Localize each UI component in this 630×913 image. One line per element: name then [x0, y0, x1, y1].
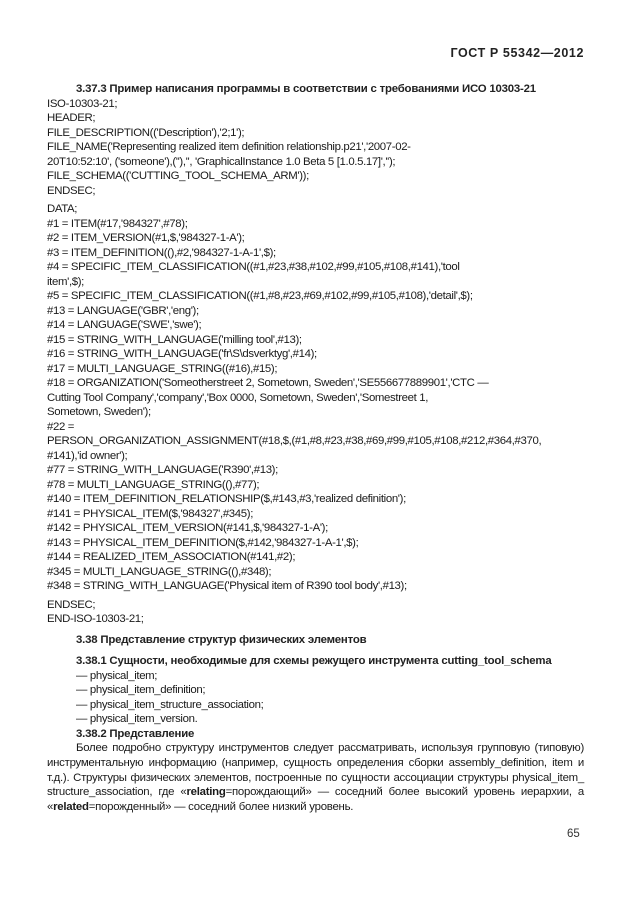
section-heading-3-38-2: 3.38.2 Представление: [76, 727, 195, 740]
section-heading-3-38: 3.38 Представление структур физических элементов: [76, 633, 367, 646]
term-relating: relating: [186, 786, 226, 799]
page-number: 65: [567, 828, 580, 840]
code-line: #17 = MULTI_LANGUAGE_STRING((#16),#15);: [47, 362, 278, 375]
code-line: #15 = STRING_WITH_LANGUAGE('milling tool',#13);: [47, 333, 302, 346]
code-line: HEADER;: [47, 112, 96, 124]
paragraph-text: =порожденный» — соседний более низкий уровень.: [88, 801, 354, 814]
code-line: PERSON_ORGANIZATION_ASSIGNMENT(#18,$,(#1,#8,#23,#38,#69,#99,#105,#108,#212,#364,#370,: [47, 435, 542, 447]
entity-list: [47, 669, 584, 727]
code-line: #4 = SPECIFIC_ITEM_CLASSIFICATION((#1,#23,#38,#102,#99,#105,#108,#141),'tool: [47, 261, 460, 273]
code-line: ENDSEC;: [47, 184, 96, 197]
representation-paragraph: [47, 741, 584, 815]
header-code-block: [47, 97, 584, 199]
code-line: #78 = MULTI_LANGUAGE_STRING((),#77);: [47, 478, 260, 491]
page-body: [47, 82, 584, 815]
list-item: — physical_item_definition;: [76, 684, 206, 696]
code-line: FILE_SCHEMA(('CUTTING_TOOL_SCHEMA_ARM'));: [47, 170, 309, 182]
data-code-block: [47, 202, 584, 594]
code-line: #5 = SPECIFIC_ITEM_CLASSIFICATION((#1,#8,#23,#69,#102,#99,#105,#108),'detail',$);: [47, 290, 473, 302]
code-line: #143 = PHYSICAL_ITEM_DEFINITION($,#142,'984327-1-A-1',$);: [47, 536, 359, 549]
code-line: #2 = ITEM_VERSION(#1,$,'984327-1-A');: [47, 232, 245, 244]
code-line: ISO-10303-21;: [47, 97, 118, 110]
code-line: END-ISO-10303-21;: [47, 613, 144, 625]
code-line: #77 = STRING_WITH_LANGUAGE('R390',#13);: [47, 464, 278, 476]
list-item: — physical_item;: [76, 669, 158, 682]
end-code-block: [47, 598, 584, 627]
code-line: #348 = STRING_WITH_LANGUAGE('Physical item of R390 tool body',#13);: [47, 580, 407, 592]
code-line: #141),'id owner');: [47, 449, 128, 462]
list-item: — physical_item_structure_association;: [76, 698, 264, 711]
code-line: #13 = LANGUAGE('GBR','eng');: [47, 304, 199, 317]
document-standard-header: ГОСТ Р 55342—2012: [450, 46, 584, 60]
code-line: #140 = ITEM_DEFINITION_RELATIONSHIP($,#143,#3,'realized definition');: [47, 493, 406, 505]
paragraph-text: Более подробно структуру инструментов следует рассматривать, используя групповую (типовую) инструментальную информацию (например, сущность определения сборки assembly_definition, item и т.д.). Структуры физических элементов, построенные по сущности ассоциации структуры physical_item_ structure_association, где «: [47, 742, 584, 799]
code-line: #14 = LANGUAGE('SWE','swe');: [47, 319, 202, 331]
code-line: #16 = STRING_WITH_LANGUAGE('fr\S\dsverktyg',#14);: [47, 348, 317, 360]
code-line: #141 = PHYSICAL_ITEM($,'984327',#345);: [47, 507, 254, 520]
code-line: #22 =: [47, 420, 75, 433]
code-line: item',$);: [47, 275, 85, 288]
code-line: #144 = REALIZED_ITEM_ASSOCIATION(#141,#2);: [47, 551, 296, 563]
code-line: Cutting Tool Company','company','Box 0000, Sometown, Sweden','Somestreet 1,: [47, 391, 429, 404]
code-line: ENDSEC;: [47, 598, 96, 611]
code-line: #345 = MULTI_LANGUAGE_STRING((),#348);: [47, 565, 272, 578]
code-line: #3 = ITEM_DEFINITION((),#2,'984327-1-A-1',$);: [47, 246, 276, 259]
section-heading-3-37-3: 3.37.3 Пример написания программы в соответствии с требованиями ИСО 10303-21: [76, 83, 536, 95]
list-item: — physical_item_version.: [76, 713, 198, 725]
code-line: #142 = PHYSICAL_ITEM_VERSION(#141,$,'984327-1-A');: [47, 522, 328, 534]
paragraph-text: =порождающий» — соседний более высокий уровень иерархии, а «: [47, 786, 584, 814]
section-heading-3-38-1: 3.38.1 Сущности, необходимые для схемы режущего инструмента cutting_tool_schema: [76, 655, 552, 667]
code-line: #1 = ITEM(#17,'984327',#78);: [47, 217, 188, 230]
code-line: FILE_DESCRIPTION(('Description'),'2;1');: [47, 126, 245, 139]
code-line: FILE_NAME('Representing realized item definition relationship.p21','2007-02-: [47, 141, 411, 153]
code-line: 20T10:52:10', ('someone'),(''),'', 'GraphicalInstance 1.0 Beta 5 [1.0.5.17]','');: [47, 155, 396, 168]
term-related: related: [53, 801, 89, 814]
code-line: DATA;: [47, 203, 78, 215]
code-line: Sometown, Sweden');: [47, 406, 151, 418]
code-line: #18 = ORGANIZATION('Someotherstreet 2, Sometown, Sweden','SE556677889901','CTC —: [47, 377, 489, 389]
